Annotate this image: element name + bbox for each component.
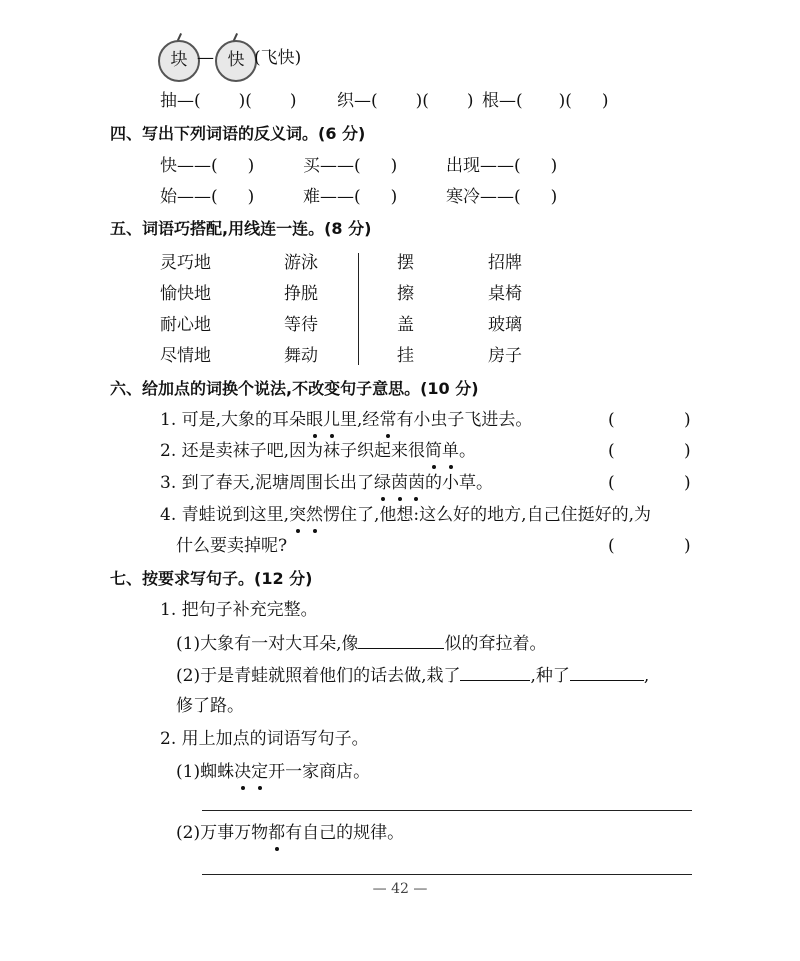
match-word: 挣脱: [284, 284, 318, 304]
q7-a2: (2)于是青蛙就照着他们的话去做,栽了 ,种了 ,: [176, 666, 650, 686]
example-note: (飞快): [254, 48, 302, 68]
q7-title: 七、按要求写句子。(12 分): [110, 569, 313, 588]
antonym-item: 难——( ): [303, 187, 398, 207]
q6-sentence-3: 3. 到了春天,泥塘周围长出了绿茵茵 的小草。: [160, 475, 493, 492]
q3-item: 织—( )( ): [337, 91, 474, 111]
apple-char-1: 块: [158, 40, 200, 82]
match-word: 桌椅: [488, 284, 522, 304]
match-word: 耐心地: [160, 315, 211, 335]
q3-item: 抽—( )( ): [160, 91, 297, 111]
apple-dash: —: [197, 48, 214, 68]
match-word: 舞动: [284, 346, 318, 366]
page-number: — 42 —: [372, 881, 428, 897]
match-word: 招牌: [488, 253, 522, 273]
antonym-item: 寒冷——( ): [446, 187, 558, 207]
answer-paren-close: ): [684, 473, 691, 493]
answer-line: [202, 810, 692, 811]
q6-sentence-4-cont: 什么要卖掉呢?: [176, 536, 288, 556]
match-word: 盖: [397, 315, 414, 335]
q5-title: 五、词语巧搭配,用线连一连。(8 分): [110, 219, 372, 238]
q6-sentence-2: 2. 还是卖袜子吧,因为袜子织起来很简单 。: [160, 443, 476, 460]
q6-sentence-4: 4. 青蛙说到这里,突然 愣住了,他想:这么好的地方,自己住挺好的,为: [160, 507, 651, 524]
match-word: 愉快地: [160, 284, 211, 304]
apple-char-2: 快: [215, 40, 257, 82]
q3-item: 根—( )( ): [482, 91, 609, 111]
answer-line: [202, 874, 692, 875]
antonym-item: 快——( ): [160, 156, 255, 176]
divider: [358, 253, 359, 365]
q6-sentence-1: 1. 可是,大象的耳朵眼儿 里,经常 有小虫子飞进去。: [160, 412, 532, 429]
match-word: 尽情地: [160, 346, 211, 366]
answer-paren-close: ): [684, 536, 691, 556]
q7-sub1: 1. 把句子补充完整。: [160, 600, 318, 620]
answer-paren-open: (: [608, 473, 615, 493]
answer-paren-close: ): [684, 441, 691, 461]
answer-paren-open: (: [608, 410, 615, 430]
antonym-item: 始——( ): [160, 187, 255, 207]
q7-a2-cont: 修了路。: [176, 696, 244, 716]
match-word: 游泳: [284, 253, 318, 273]
match-word: 灵巧地: [160, 253, 211, 273]
match-word: 等待: [284, 315, 318, 335]
antonym-item: 买——( ): [303, 156, 398, 176]
match-word: 房子: [488, 346, 522, 366]
answer-paren-open: (: [608, 441, 615, 461]
answer-paren-open: (: [608, 536, 615, 556]
q4-title: 四、写出下列词语的反义词。(6 分): [110, 124, 366, 143]
match-word: 玻璃: [488, 315, 522, 335]
match-word: 挂: [397, 346, 414, 366]
q7-b1: (1)蜘蛛决定 开一家商店。: [176, 764, 370, 781]
q7-sub2: 2. 用上加点的词语写句子。: [160, 729, 369, 749]
q6-title: 六、给加点的词换个说法,不改变句子意思。(10 分): [110, 379, 479, 398]
q7-b2: (2)万事万物都 有自己的规律。: [176, 825, 404, 842]
match-word: 摆: [397, 253, 414, 273]
answer-paren-close: ): [684, 410, 691, 430]
q7-a1: (1)大象有一对大耳朵,像 似的耷拉着。: [176, 634, 547, 654]
antonym-item: 出现——( ): [446, 156, 558, 176]
match-word: 擦: [397, 284, 414, 304]
